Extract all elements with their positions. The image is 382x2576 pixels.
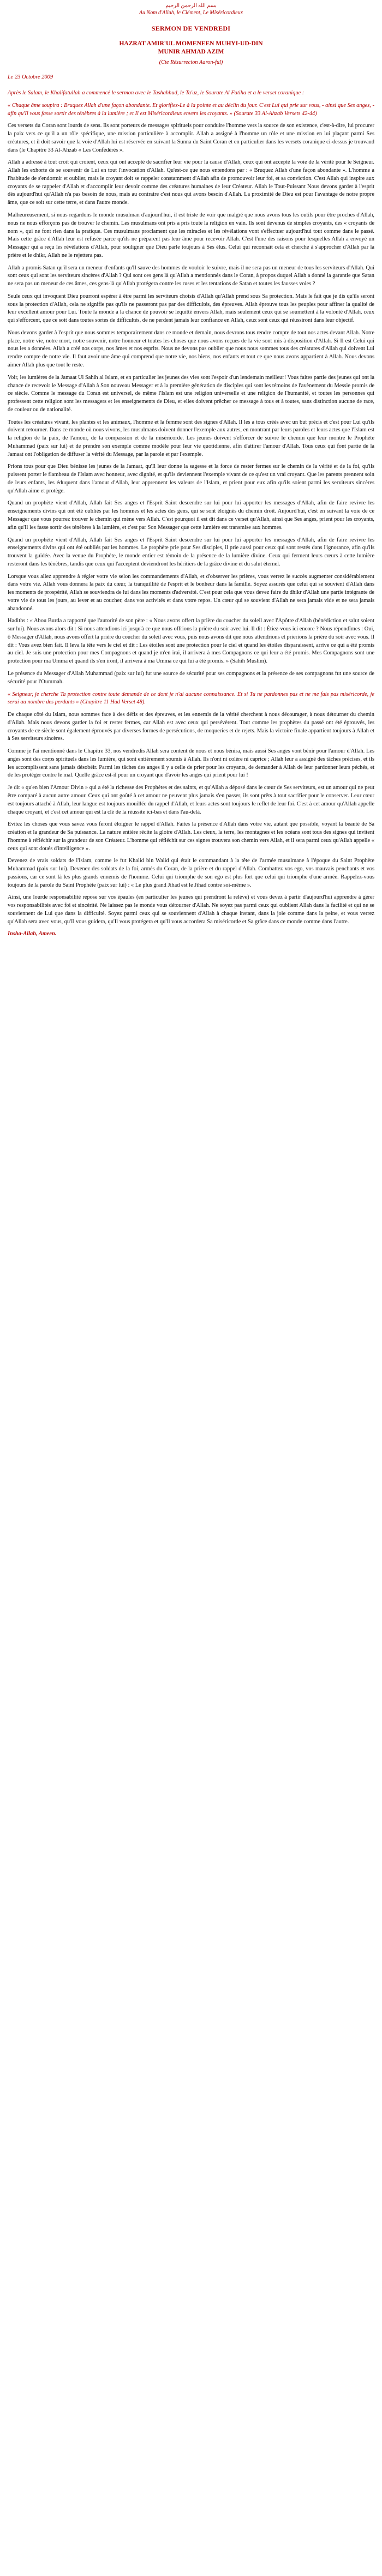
sermon-paragraph: Je dit « qu'en bien l'Amour Divin » qui a été la richesse des Prophètes et des saints, et qu'Allah a déposé dans le cœur de Ses serviteurs, est un amour qui ne peut être comparé à aucun autre amour. Ceux qui ont goûté à cet amour ne peuvent plus jamais s'en passer, ils sont prêts à tout sacrifier pour le conserver. Leur cœur est toujours attaché à Allah, leur langue est toujours mouillée du rappel d'Allah, et leurs actes sont toujours le reflet de leur foi. C'est à cet amour qu'Allah appelle chaque croyant, et c'est cet amour qui est la clé de la réussite ici‑bas et dans l'au‑delà. [8, 785, 374, 815]
sermon-paragraph: « Seigneur, je cherche Ta protection contre toute demande de ce dont je n'ai aucune connaissance. Et si Tu ne pardonnes pas et ne me fais pas miséricorde, je serai au nombre des perdants » (Chapitre 11 Hud Verset 48). [8, 691, 374, 706]
sermon-paragraph: Ainsi, une lourde responsabilité repose sur vos épaules (en particulier les jeunes qui prendront la relève) et vous devez à partir d'aujourd'hui apprendre à gérer vos responsabilités avec foi et sincérité. Ne laissez pas le monde vous détourner d'Allah. Ne soyez pas parmi ceux qui oublient Allah dans la facilité et qui ne se souviennent de Lui que dans la difficulté. Soyez parmi ceux qui se souviennent d'Allah à chaque instant, dans la joie comme dans la peine, et vous verrez qu'Allah sera avec vous, qu'Il vous guidera, qu'Il vous protégera et qu'Il vous accordera Sa miséricorde et Sa grâce dans ce monde comme dans l'autre. [8, 894, 374, 925]
sermon-paragraph: « Chaque âme soupira : Bruquez Allah d'une façon abondante. Et glorifiez-Le à la pointe et au déclin du jour. C'est Lui qui prie sur vous, ‑ ainsi que Ses anges, ‑ afin qu'Il vous fasse sortir des ténèbres à la lumière ; et Il est Miséricordieux envers les croyants. » (Sourate 33 Al‑Ahzab Versets 42‑44) [8, 102, 374, 117]
sermon-paragraph: Malheureusement, si nous regardons le monde musulman d'aujourd'hui, il est triste de voir que malgré que nous avons tous les outils pour être proches d'Allah, nous ne nous efforçons pas de trouver le chemin. Les musulmans ont pris a pris toute la religion en vain. Ils sont devenus de simples croyants, des « croyants de nom », qui ne font rien dans la pratique. Ces musulmans proclament que les miracles et les révélations vont s'effectuer aujourd'hui tout comme dans le passé. Mais cette grâce d'Allah leur est refusée parce qu'ils ne préparent pas leur âme pour recevoir Allah. C'est l'une des raisons pour lesquelles Allah a envoyé un Messager qui a reçu les révélations d'Allah, pour souligner que Dieu parle toujours à Ses élus. Celui qui reconnaît cela et cherche à s'approcher d'Allah par la prière et le dhikr, Allah ne le rejettera pas. [8, 212, 374, 258]
sermon-paragraph: De chaque côté du Islam, nous sommes face à des défis et des épreuves, et les ennemis de la vérité cherchent à nous décourager, à nous détourner du chemin d'Allah. Mais nous devons garder la foi et rester fermes, car Allah est avec ceux qui persévèrent. Tout comme les prophètes du passé ont été éprouvés, les croyants de ce siècle sont également éprouvés par diverses formes de persécutions, de moqueries et de rejets. Mais la victoire finale appartient toujours à Allah et à Ses serviteurs sincères. [8, 712, 374, 742]
sermon-paragraph: Nous devons garder à l'esprit que nous sommes temporairement dans ce monde et demain, nous devrons tous rendre compte de tout nos actes devant Allah. Notre place, notre vie, notre mort, notre souvenir, notre honneur et toutes les choses que nous avons reçues de la vie sont mis à disposition d'Allah. Si Il est Celui qui nous les a données. Allah a créé nos corps, nos âmes et nos esprits. Nous ne devons pas oublier que nous nous sommes tous des créatures d'Allah qui doivent Lui rendre compte de notre vie. Il faut avoir une âme qui comprend que notre vie, nos biens, nos enfants et tout ce que nous avons appartient à Allah. Nous devons aimer Allah plus que tout le reste. [8, 329, 374, 368]
sermon-paragraph: Evitez les choses que vous savez vous feront éloigner le rappel d'Allah. Faites la présence d'Allah dans votre vie, autant que possible, voyant la beauté de Sa création et la grandeur de Sa puissance. La nature entière récite la gloire d'Allah. Les cieux, la terre, les montagnes et les océans sont tous des signes qui invitent l'homme à réfléchir sur la grandeur de son Créateur. L'homme qui réfléchit sur ces signes trouvera son chemin vers Allah, et il sera parmi ceux qu'Allah appelle « ceux qui sont doués d'intelligence ». [8, 821, 374, 852]
sermon-paragraph: Lorsque vous allez apprendre à régler votre vie selon les commandements d'Allah, et d'observer les prières, vous verrez le succès augmenter considérablement dans votre vie. Allah vous donnera la paix du cœur, la tranquillité de l'esprit et le bonheur dans la famille. Soyez assurés que celui qui se souvient d'Allah dans les moments de prospérité, Allah se souviendra de lui dans les moments d'adversité. C'est pour cela que vous devez faire du dhikr d'Allah une partie intégrante de votre vie de tous les jours, au lever et au coucher, dans vos activités et dans votre repos. Un cœur qui se souvient d'Allah ne sera jamais vide et ne sera jamais abandonné. [8, 573, 374, 612]
sermon-paragraph: Le présence du Messager d'Allah Muhammad (paix sur lui) fut une source de sécurité pour ses compagnons et la présence de ses compagnons fut une source de sécurité pour l'Oummah. [8, 671, 374, 685]
sermon-paragraph: Hadiths : « Abou Burda a rapporté que l'autorité de son père : « Nous avons offert la prière du coucher du soleil avec l'Apôtre d'Allah (bénédiction et salut soient sur lui). Nous avons alors dit : Si nous attendions ici jusqu'à ce que nous offrions la prière du soir avec lui. Il dit : Étiez‑vous ici encore ? Nous répondîmes : Oui, ô Messager d'Allah, nous avons offert la prière du coucher du soleil avec vous, puis nous avons dit que nous attendrions et prierions la prière du soir avec vous. Il dit : Vous avez bien fait. Il leva la tête vers le ciel et dit : Les étoiles sont une protection pour le ciel et quand les étoiles disparaissent, arrive ce qui a été promis au ciel. Je suis une protection pour mes Compagnons et quand je m'en irai, il arrivera à mes Compagnons ce qui leur a été promis. Mes Compagnons sont une protection pour ma Umma et quand ils s'en iront, il arrivera à ma Umma ce qui lui a été promis. » (Sahih Muslim). [8, 618, 374, 665]
sermon-title: SERMON DE VENDREDI [151, 24, 231, 32]
sermon-paragraph: Seule ceux qui invoquent Dieu pourront espérer à être parmi les serviteurs choisis d'Allah qu'Allah prend sous Sa protection. Mais le fait que je dis qu'ils seront sous la protection d'Allah, cela ne signifie pas qu'ils ne passeront pas par des difficultés, des épreuves. Allah éprouve tous les peuples pour affiner la qualité de leur excellent amour pour Lui. Toute la monde a la chance de pouvoir se lequitté envers Allah, mais seulement ceux qui se soumettent à la volonté d'Allah, ceux qui s'efforcent, que ce soit dans toutes sortes de difficultés, de ne perdent jamais leur confiance en Allah, ceux sont ceux qui réussiront dans leur objectif. [8, 293, 374, 324]
sermon-paragraph: Comme je l'ai mentionné dans le Chapitre 33, nos vendredis Allah sera content de nous et nous bénira, mais aussi Ses anges vont bénir pour l'amour d'Allah. Les anges sont des corps spirituels dans les lumière, qui sont entièrement soumis à Allah. Ils n'ont ni colère ni caprice ; Allah leur a assigné des tâches précises, et ils les accomplissent sans jamais désobéir. Parmi les tâches des anges il y a celle de prier pour les croyants, de demander à Allah de leur pardonner leurs péchés, et de les protéger contre le mal. Quelle grâce est‑il pour un croyant que d'avoir les anges qui prient pour lui ! [8, 748, 374, 779]
sermon-paragraph: Toutes les créatures vivant, les plantes et les animaux, l'homme et la femme sont des signes d'Allah. Il les a tous créés avec un but précis et c'est pour Lui qu'ils doivent retourner. Dans ce monde où nous vivons, les musulmans doivent donner l'exemple aux autres, en montrant par leurs paroles et leurs actes que l'Islam est la religion de la paix, de l'amour, de la compassion et de la miséricorde. Les jeunes doivent s'efforcer de suivre le chemin que leur montre le Prophète Muhammad (paix sur lui) et de prendre son exemple comme modèle pour leur vie quotidienne, afin d'attirer l'amour d'Allah. Tous ceux qui font partie de la Jamaat ont l'obligation de diffuser la vérité du Message, par la parole et par l'exemple. [8, 419, 374, 458]
sermon-paragraph: Voir, les lumières de la Jamaat Ul Sahih al Islam, et en particulier les jeunes des vies sont l'espoir d'un lendemain meilleur! Vous faites partie des jeunes qui ont la chance de recevoir le Message d'Allah à Son nouveau Messager et à la première génération de disciples qui sont les témoins de l'avènement du Messie promis de ce siècle. Comme le message du Coran est universel, de même l'Islam est une religion universelle et une religion de l'humanité, et toutes les personnes qui professent cette religion sont les messagers et les enseignements de Dieu, et elles doivent prêcher ce message à tous et à toutes, sans distinction aucune de race, de couleur ou de nationalité. [8, 374, 374, 413]
speaker-name-line2: MUNIR AHMAD AZIM [158, 48, 224, 55]
sermon-paragraph: Après le Salam, le Khalifatullah a commencé le sermon avec le Tashahhud, le Ta'uz, le Sourate Al Fatiha et a le verset coranique : [8, 90, 305, 97]
sermon-paragraph: Quand un prophète vient d'Allah, Allah fait Ses anges et l'Esprit Saint descendre sur lui pour lui apporter les messages d'Allah, afin de faire revivre les enseignements divins qui ont été oubliés par les hommes et les actes des gens, qui se sont éloignés du chemin droit. Aujourd'hui, c'est en suivant la voie de ce Messager que vous pourrez trouver le chemin qui mène vers Allah. C'est pourquoi il est dit dans ce verset qu'Allah, ainsi que Ses anges, prient pour les croyants, afin qu'Il les fasse sortir des ténèbres à la lumière, et c'est par Son Messager que cette lumière est transmise aux hommes. [8, 500, 374, 531]
sermon-body [8, 89, 374, 938]
sermon-location: (Cte Résurrecion Aaron-ful) [159, 59, 223, 66]
sermon-paragraph: Devenez de vrais soldats de l'Islam, comme le fut Khalid bin Walid qui était le commandant à la tête de l'armée musulmane à l'époque du Saint Prophète Muhammad (paix sur lui). Devenez des soldats de la foi, armés du Coran, de la prière et du rappel d'Allah. Combattez vos ego, vos mauvais penchants et vos passions, car ce sont là les plus grands ennemis de l'homme. Celui qui triomphe de son ego est plus fort que celui qui triomphe d'une armée. Rappelez‑vous toujours de la parole du Saint Prophète (paix sur lui) : « Le plus grand Jihad est le Jihad contre soi‑même ». [8, 858, 374, 888]
speaker-name-line1: HAZRAT AMIR'UL MOMENEEN MUHYI-UD-DIN [119, 40, 263, 47]
sermon-date: Le 23 Octobre 2009 [8, 74, 53, 81]
sermon-paragraph: Allah a adressé à tout croit qui croient, ceux qui ont accepté de sacrifier leur vie pour la cause d'Allah, ceux qui ont accepté la voie de la vérité pour le Seigneur. Allah les exhorte de se souvenir de Lui en tout l'invocation d'Allah. Qu'est‑ce que nous entendons par : « Bruquez Allah d'une façon abondante ». L'homme a l'habitude de s'endormir et oublier, mais le croyant doit se rappeler constamment d'Allah afin de promouvoir leur foi, et sa conviction. C'est Allah qui inspire aux croyants de se rappeler d'Allah et d'accomplir leur devoir comme des créatures humaines de leur Créateur. Allah le Tout‑Puissant Nous devons garder à l'esprit dès aujourd'hui qu'Allah n'a pas besoin de nous, mais au contraire c'est nous qui avons besoin d'Allah. La proximité de Dieu est pour l'avantage de notre propre âme, que ce soit sur cette terre, et dans l'autre monde. [8, 159, 374, 206]
bismillah-header: بسم الله الرحمن الرحيم [165, 3, 217, 9]
header-subtitle: Au Nom d'Allah, le Clément, Le Miséricordieux [139, 10, 243, 16]
sermon-paragraph: Prions tous pour que Dieu bénisse les jeunes de la Jamaat, qu'Il leur donne la sagesse et la force de rester fermes sur le chemin de la vérité et de la foi, qu'ils puissent porter le flambeau de l'Islam avec honneur, avec dignité, et qu'ils deviennent l'exemple vivant de ce qu'est un vrai croyant. Que les parents prennent soin de leurs enfants, les éduquent dans l'amour d'Allah, leur apprennent les valeurs de l'Islam, et prient pour eux afin qu'ils soient parmi les serviteurs sincères qu'Allah aime et protège. [8, 464, 374, 494]
sermon-paragraph: Ces versets du Coran sont lourds de sens. Ils sont porteurs de messages spirituels pour conduire l'homme vers la source de son existence, c'est‑à‑dire, lui procurer la paix vers ce qu'il a un rôle spécifique, une mission particulière à accomplir. Allah a assigné à l'homme un rôle et une mission en lui plaçant parmi Ses créatures, et il doit savoir que la voie d'Allah lui est réservée en suivant la Sunna du Saint Coran et en particulier dans les versets coranique ci‑dessus je trouvaud dans (le Chapitre 33 Al‑Ahzab « Les Confédérés ». [8, 123, 374, 153]
sermon-paragraph: Insha‑Allah, Ameen. [8, 931, 57, 937]
sermon-page [0, 0, 382, 948]
sermon-paragraph: Quand un prophète vient d'Allah, Allah fait Ses anges et l'Esprit Saint descendre sur lui pour lui apporter les messages d'Allah, afin de faire revivre les enseignements divins qui ont été oubliés par les hommes. Le prophète prie pour Ses disciples, il prie aussi pour ceux qui sont restés dans l'ignorance, afin qu'ils trouvent la guidée. Avec la venue du Prophète, le monde entier est témoin de la présence de la lumière divine. Ceux qui ferment leurs cœurs à cette lumière resteront dans les ténèbres, tandis que ceux qui l'acceptent deviendront les héritiers de la grâce divine et du salut éternel. [8, 537, 374, 567]
sermon-paragraph: Allah a promis Satan qu'il sera un meneur d'enfants qu'Il sauve des hommes de vouloir le suivre, mais il ne sera pas un meneur de tous les serviteurs d'Allah. Qui sont ceux qui sont les serviteurs sincères d'Allah ? Qui sont ces gens là qu'Allah a mentionnés dans le Coran, à propos duquel Allah a donné la garantie que Satan ne sera pas un meneur de ces âmes, ces gens-là qu'Allah protégera contre les ruses et les tentations de Satan et toutes les fausses voies ? [8, 264, 374, 287]
